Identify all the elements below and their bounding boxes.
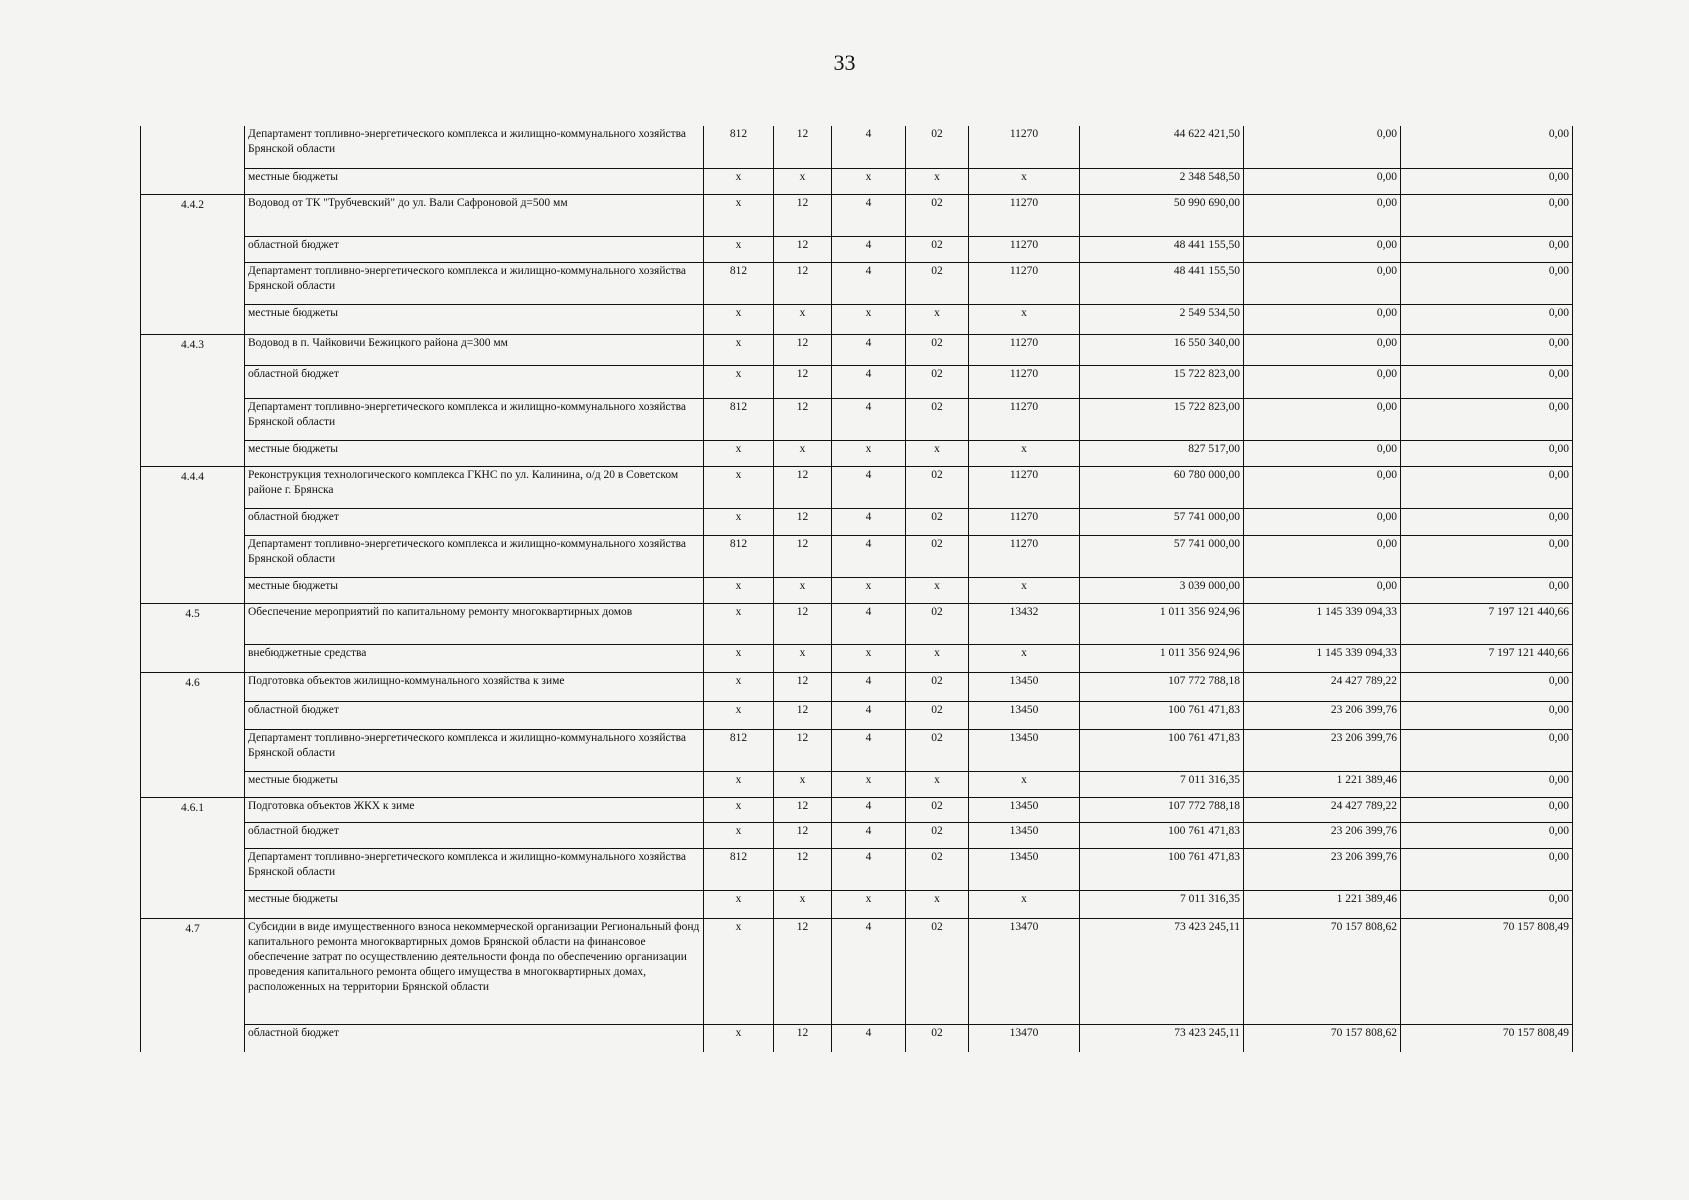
budget-table <box>140 126 1573 1052</box>
row-index <box>141 398 245 440</box>
amount-cell: 0,00 <box>1244 577 1401 603</box>
code-cell: 812 <box>704 126 774 168</box>
amount-cell: 0,00 <box>1401 771 1573 797</box>
amount-cell: 2 549 534,50 <box>1080 304 1244 334</box>
code-cell: 12 <box>774 262 832 304</box>
row-index <box>141 771 245 797</box>
table-row <box>141 398 1573 440</box>
code-cell: 4 <box>832 126 906 168</box>
code-cell: 4 <box>832 466 906 508</box>
code-cell: 4 <box>832 535 906 577</box>
row-label: областной бюджет <box>245 365 704 398</box>
code-cell: 02 <box>906 466 969 508</box>
code-cell: x <box>704 577 774 603</box>
row-index <box>141 577 245 603</box>
code-cell: 02 <box>906 262 969 304</box>
amount-cell: 0,00 <box>1244 304 1401 334</box>
amount-cell: 70 157 808,49 <box>1401 918 1573 1024</box>
amount-cell: 0,00 <box>1244 440 1401 466</box>
code-cell: 02 <box>906 848 969 890</box>
code-cell: x <box>704 603 774 644</box>
code-cell: 4 <box>832 365 906 398</box>
amount-cell: 23 206 399,76 <box>1244 848 1401 890</box>
row-index <box>141 729 245 771</box>
row-label: местные бюджеты <box>245 771 704 797</box>
table-row <box>141 334 1573 365</box>
code-cell: 02 <box>906 508 969 535</box>
row-label: Субсидии в виде имущественного взноса некоммерческой организации Региональный фонд капитального ремонта многоквартирных домов Брянской области на финансовое обеспечение затрат по осуществлению деятельности фонда по обеспечению организации проведения капитального ремонта общего имущества в многоквартирных домах, расположенных на территории Брянской области <box>245 918 704 1024</box>
code-cell: 4 <box>832 822 906 848</box>
amount-cell: 0,00 <box>1401 701 1573 729</box>
code-cell: x <box>704 644 774 672</box>
table-row <box>141 729 1573 771</box>
amount-cell: 15 722 823,00 <box>1080 398 1244 440</box>
code-cell: 13470 <box>969 918 1080 1024</box>
row-index <box>141 168 245 194</box>
amount-cell: 0,00 <box>1244 365 1401 398</box>
row-label: местные бюджеты <box>245 168 704 194</box>
table-row <box>141 535 1573 577</box>
row-label: местные бюджеты <box>245 304 704 334</box>
code-cell: 4 <box>832 1024 906 1052</box>
code-cell: x <box>704 1024 774 1052</box>
row-index: 4.4.2 <box>141 194 245 236</box>
code-cell: 12 <box>774 729 832 771</box>
code-cell: x <box>906 644 969 672</box>
code-cell: 812 <box>704 729 774 771</box>
code-cell: 12 <box>774 535 832 577</box>
row-index <box>141 365 245 398</box>
amount-cell: 0,00 <box>1401 365 1573 398</box>
row-label: местные бюджеты <box>245 890 704 918</box>
code-cell: 13450 <box>969 672 1080 701</box>
amount-cell: 0,00 <box>1244 262 1401 304</box>
code-cell: 12 <box>774 126 832 168</box>
amount-cell: 0,00 <box>1401 890 1573 918</box>
row-label: Департамент топливно-энергетического комплекса и жилищно-коммунального хозяйства Брянской области <box>245 848 704 890</box>
code-cell: 4 <box>832 672 906 701</box>
amount-cell: 100 761 471,83 <box>1080 729 1244 771</box>
code-cell: x <box>832 890 906 918</box>
code-cell: 02 <box>906 701 969 729</box>
code-cell: 12 <box>774 672 832 701</box>
row-index <box>141 304 245 334</box>
code-cell: x <box>704 236 774 262</box>
code-cell: 4 <box>832 194 906 236</box>
row-index <box>141 262 245 304</box>
row-label: Департамент топливно-энергетического комплекса и жилищно-коммунального хозяйства Брянской области <box>245 535 704 577</box>
code-cell: x <box>832 168 906 194</box>
amount-cell: 57 741 000,00 <box>1080 508 1244 535</box>
table-row <box>141 236 1573 262</box>
code-cell: x <box>704 672 774 701</box>
row-label: областной бюджет <box>245 701 704 729</box>
code-cell: 12 <box>774 1024 832 1052</box>
amount-cell: 73 423 245,11 <box>1080 1024 1244 1052</box>
row-index: 4.7 <box>141 918 245 1024</box>
amount-cell: 0,00 <box>1401 508 1573 535</box>
code-cell: 02 <box>906 672 969 701</box>
amount-cell: 1 221 389,46 <box>1244 890 1401 918</box>
row-index <box>141 508 245 535</box>
row-index <box>141 440 245 466</box>
code-cell: x <box>774 304 832 334</box>
code-cell: 02 <box>906 365 969 398</box>
amount-cell: 7 011 316,35 <box>1080 890 1244 918</box>
code-cell: x <box>704 334 774 365</box>
amount-cell: 70 157 808,49 <box>1401 1024 1573 1052</box>
amount-cell: 0,00 <box>1401 440 1573 466</box>
code-cell: x <box>774 577 832 603</box>
amount-cell: 3 039 000,00 <box>1080 577 1244 603</box>
code-cell: 12 <box>774 508 832 535</box>
amount-cell: 0,00 <box>1401 126 1573 168</box>
row-label: Департамент топливно-энергетического комплекса и жилищно-коммунального хозяйства Брянской области <box>245 729 704 771</box>
row-label: областной бюджет <box>245 822 704 848</box>
row-label: местные бюджеты <box>245 440 704 466</box>
table-row <box>141 440 1573 466</box>
amount-cell: 60 780 000,00 <box>1080 466 1244 508</box>
code-cell: 12 <box>774 466 832 508</box>
code-cell: x <box>832 440 906 466</box>
code-cell: 02 <box>906 1024 969 1052</box>
amount-cell: 44 622 421,50 <box>1080 126 1244 168</box>
code-cell: 13450 <box>969 848 1080 890</box>
code-cell: 11270 <box>969 508 1080 535</box>
code-cell: 02 <box>906 822 969 848</box>
page-number: 33 <box>833 50 856 75</box>
table-row <box>141 797 1573 822</box>
amount-cell: 0,00 <box>1244 535 1401 577</box>
amount-cell: 1 145 339 094,33 <box>1244 603 1401 644</box>
table-row <box>141 466 1573 508</box>
code-cell: 11270 <box>969 365 1080 398</box>
amount-cell: 0,00 <box>1401 398 1573 440</box>
code-cell: 11270 <box>969 194 1080 236</box>
row-index <box>141 848 245 890</box>
amount-cell: 0,00 <box>1401 729 1573 771</box>
code-cell: 12 <box>774 603 832 644</box>
row-index <box>141 126 245 168</box>
table-row <box>141 701 1573 729</box>
code-cell: x <box>774 890 832 918</box>
row-label: Подготовка объектов жилищно-коммунального хозяйства к зиме <box>245 672 704 701</box>
code-cell: x <box>704 822 774 848</box>
row-index <box>141 644 245 672</box>
code-cell: 4 <box>832 508 906 535</box>
code-cell: 812 <box>704 398 774 440</box>
code-cell: 12 <box>774 194 832 236</box>
code-cell: 4 <box>832 701 906 729</box>
code-cell: 02 <box>906 126 969 168</box>
code-cell: x <box>969 168 1080 194</box>
code-cell: 11270 <box>969 236 1080 262</box>
code-cell: x <box>704 797 774 822</box>
code-cell: x <box>832 577 906 603</box>
code-cell: 12 <box>774 918 832 1024</box>
code-cell: x <box>774 771 832 797</box>
amount-cell: 1 221 389,46 <box>1244 771 1401 797</box>
amount-cell: 15 722 823,00 <box>1080 365 1244 398</box>
code-cell: x <box>969 644 1080 672</box>
code-cell: 4 <box>832 848 906 890</box>
code-cell: x <box>832 304 906 334</box>
table-row <box>141 262 1573 304</box>
code-cell: 12 <box>774 365 832 398</box>
code-cell: x <box>704 701 774 729</box>
amount-cell: 0,00 <box>1244 398 1401 440</box>
row-label: Департамент топливно-энергетического комплекса и жилищно-коммунального хозяйства Брянской области <box>245 398 704 440</box>
row-index <box>141 890 245 918</box>
amount-cell: 0,00 <box>1244 466 1401 508</box>
row-label: внебюджетные средства <box>245 644 704 672</box>
code-cell: x <box>704 508 774 535</box>
amount-cell: 0,00 <box>1401 304 1573 334</box>
code-cell: x <box>774 440 832 466</box>
amount-cell: 7 197 121 440,66 <box>1401 644 1573 672</box>
amount-cell: 70 157 808,62 <box>1244 1024 1401 1052</box>
code-cell: 12 <box>774 822 832 848</box>
amount-cell: 0,00 <box>1244 126 1401 168</box>
code-cell: 11270 <box>969 466 1080 508</box>
code-cell: 4 <box>832 918 906 1024</box>
table-row <box>141 848 1573 890</box>
amount-cell: 70 157 808,62 <box>1244 918 1401 1024</box>
row-index <box>141 1024 245 1052</box>
amount-cell: 48 441 155,50 <box>1080 236 1244 262</box>
code-cell: 02 <box>906 194 969 236</box>
amount-cell: 0,00 <box>1401 672 1573 701</box>
amount-cell: 0,00 <box>1401 262 1573 304</box>
code-cell: x <box>774 644 832 672</box>
amount-cell: 0,00 <box>1401 822 1573 848</box>
code-cell: 13432 <box>969 603 1080 644</box>
code-cell: 13470 <box>969 1024 1080 1052</box>
row-label: областной бюджет <box>245 236 704 262</box>
table-row <box>141 577 1573 603</box>
code-cell: 4 <box>832 236 906 262</box>
table-row <box>141 126 1573 168</box>
code-cell: 02 <box>906 603 969 644</box>
amount-cell: 23 206 399,76 <box>1244 822 1401 848</box>
table-row <box>141 1024 1573 1052</box>
code-cell: 11270 <box>969 262 1080 304</box>
code-cell: 4 <box>832 603 906 644</box>
row-label: Реконструкция технологического комплекса ГКНС по ул. Калинина, о/д 20 в Советском районе г. Брянска <box>245 466 704 508</box>
amount-cell: 48 441 155,50 <box>1080 262 1244 304</box>
code-cell: x <box>704 918 774 1024</box>
code-cell: 4 <box>832 797 906 822</box>
row-label: областной бюджет <box>245 508 704 535</box>
code-cell: x <box>704 440 774 466</box>
row-index <box>141 822 245 848</box>
code-cell: 11270 <box>969 126 1080 168</box>
row-index: 4.6.1 <box>141 797 245 822</box>
amount-cell: 100 761 471,83 <box>1080 701 1244 729</box>
code-cell: x <box>906 304 969 334</box>
amount-cell: 0,00 <box>1401 168 1573 194</box>
code-cell: 12 <box>774 797 832 822</box>
table-row <box>141 890 1573 918</box>
amount-cell: 0,00 <box>1244 194 1401 236</box>
amount-cell: 0,00 <box>1401 797 1573 822</box>
code-cell: 02 <box>906 334 969 365</box>
code-cell: 11270 <box>969 535 1080 577</box>
code-cell: 13450 <box>969 701 1080 729</box>
code-cell: 02 <box>906 535 969 577</box>
code-cell: x <box>969 577 1080 603</box>
amount-cell: 0,00 <box>1401 466 1573 508</box>
row-label: Водовод в п. Чайковичи Бежицкого района д=300 мм <box>245 334 704 365</box>
code-cell: 4 <box>832 729 906 771</box>
code-cell: 12 <box>774 848 832 890</box>
code-cell: x <box>704 466 774 508</box>
code-cell: 11270 <box>969 334 1080 365</box>
code-cell: x <box>704 304 774 334</box>
amount-cell: 24 427 789,22 <box>1244 672 1401 701</box>
amount-cell: 1 011 356 924,96 <box>1080 644 1244 672</box>
code-cell: x <box>832 771 906 797</box>
amount-cell: 0,00 <box>1401 577 1573 603</box>
row-index: 4.5 <box>141 603 245 644</box>
table-row <box>141 918 1573 1024</box>
amount-cell: 23 206 399,76 <box>1244 701 1401 729</box>
row-index: 4.4.3 <box>141 334 245 365</box>
row-label: Департамент топливно-энергетического комплекса и жилищно-коммунального хозяйства Брянской области <box>245 262 704 304</box>
amount-cell: 73 423 245,11 <box>1080 918 1244 1024</box>
amount-cell: 107 772 788,18 <box>1080 797 1244 822</box>
table-row <box>141 168 1573 194</box>
code-cell: 02 <box>906 236 969 262</box>
table-body <box>141 126 1573 1052</box>
amount-cell: 0,00 <box>1244 508 1401 535</box>
amount-cell: 0,00 <box>1401 334 1573 365</box>
code-cell: 12 <box>774 236 832 262</box>
row-label: Обеспечение мероприятий по капитальному ремонту многоквартирных домов <box>245 603 704 644</box>
row-label: областной бюджет <box>245 1024 704 1052</box>
amount-cell: 57 741 000,00 <box>1080 535 1244 577</box>
code-cell: x <box>906 771 969 797</box>
amount-cell: 100 761 471,83 <box>1080 822 1244 848</box>
code-cell: x <box>906 168 969 194</box>
code-cell: 02 <box>906 398 969 440</box>
table-row <box>141 603 1573 644</box>
row-label: Подготовка объектов ЖКХ к зиме <box>245 797 704 822</box>
amount-cell: 0,00 <box>1244 168 1401 194</box>
code-cell: x <box>906 890 969 918</box>
code-cell: 02 <box>906 729 969 771</box>
table-row <box>141 644 1573 672</box>
code-cell: x <box>704 771 774 797</box>
code-cell: 4 <box>832 334 906 365</box>
row-index <box>141 535 245 577</box>
amount-cell: 827 517,00 <box>1080 440 1244 466</box>
amount-cell: 107 772 788,18 <box>1080 672 1244 701</box>
amount-cell: 7 197 121 440,66 <box>1401 603 1573 644</box>
row-label: Водовод от ТК "Трубчевский" до ул. Вали Сафроновой д=500 мм <box>245 194 704 236</box>
code-cell: 812 <box>704 535 774 577</box>
amount-cell: 0,00 <box>1244 236 1401 262</box>
table-row <box>141 771 1573 797</box>
code-cell: 4 <box>832 398 906 440</box>
amount-cell: 1 145 339 094,33 <box>1244 644 1401 672</box>
row-index <box>141 701 245 729</box>
code-cell: 812 <box>704 848 774 890</box>
code-cell: 13450 <box>969 797 1080 822</box>
row-index: 4.6 <box>141 672 245 701</box>
code-cell: x <box>969 304 1080 334</box>
amount-cell: 0,00 <box>1401 535 1573 577</box>
amount-cell: 1 011 356 924,96 <box>1080 603 1244 644</box>
code-cell: x <box>832 644 906 672</box>
amount-cell: 7 011 316,35 <box>1080 771 1244 797</box>
row-index: 4.4.4 <box>141 466 245 508</box>
code-cell: x <box>704 365 774 398</box>
table-row <box>141 672 1573 701</box>
row-index <box>141 236 245 262</box>
code-cell: x <box>969 890 1080 918</box>
code-cell: x <box>906 440 969 466</box>
code-cell: 11270 <box>969 398 1080 440</box>
code-cell: 4 <box>832 262 906 304</box>
code-cell: 02 <box>906 918 969 1024</box>
row-label: Департамент топливно-энергетического комплекса и жилищно-коммунального хозяйства Брянской области <box>245 126 704 168</box>
code-cell: x <box>969 440 1080 466</box>
row-label: местные бюджеты <box>245 577 704 603</box>
amount-cell: 16 550 340,00 <box>1080 334 1244 365</box>
code-cell: x <box>704 194 774 236</box>
amount-cell: 23 206 399,76 <box>1244 729 1401 771</box>
code-cell: 12 <box>774 398 832 440</box>
code-cell: x <box>906 577 969 603</box>
table-row <box>141 365 1573 398</box>
code-cell: x <box>704 890 774 918</box>
amount-cell: 0,00 <box>1401 194 1573 236</box>
amount-cell: 50 990 690,00 <box>1080 194 1244 236</box>
code-cell: 12 <box>774 334 832 365</box>
code-cell: 13450 <box>969 729 1080 771</box>
code-cell: x <box>704 168 774 194</box>
code-cell: 13450 <box>969 822 1080 848</box>
amount-cell: 100 761 471,83 <box>1080 848 1244 890</box>
amount-cell: 2 348 548,50 <box>1080 168 1244 194</box>
table-row <box>141 508 1573 535</box>
table-row <box>141 304 1573 334</box>
code-cell: x <box>774 168 832 194</box>
code-cell: 02 <box>906 797 969 822</box>
amount-cell: 0,00 <box>1401 848 1573 890</box>
table-row <box>141 194 1573 236</box>
amount-cell: 24 427 789,22 <box>1244 797 1401 822</box>
code-cell: 12 <box>774 701 832 729</box>
amount-cell: 0,00 <box>1401 236 1573 262</box>
amount-cell: 0,00 <box>1244 334 1401 365</box>
table-row <box>141 822 1573 848</box>
code-cell: 812 <box>704 262 774 304</box>
code-cell: x <box>969 771 1080 797</box>
